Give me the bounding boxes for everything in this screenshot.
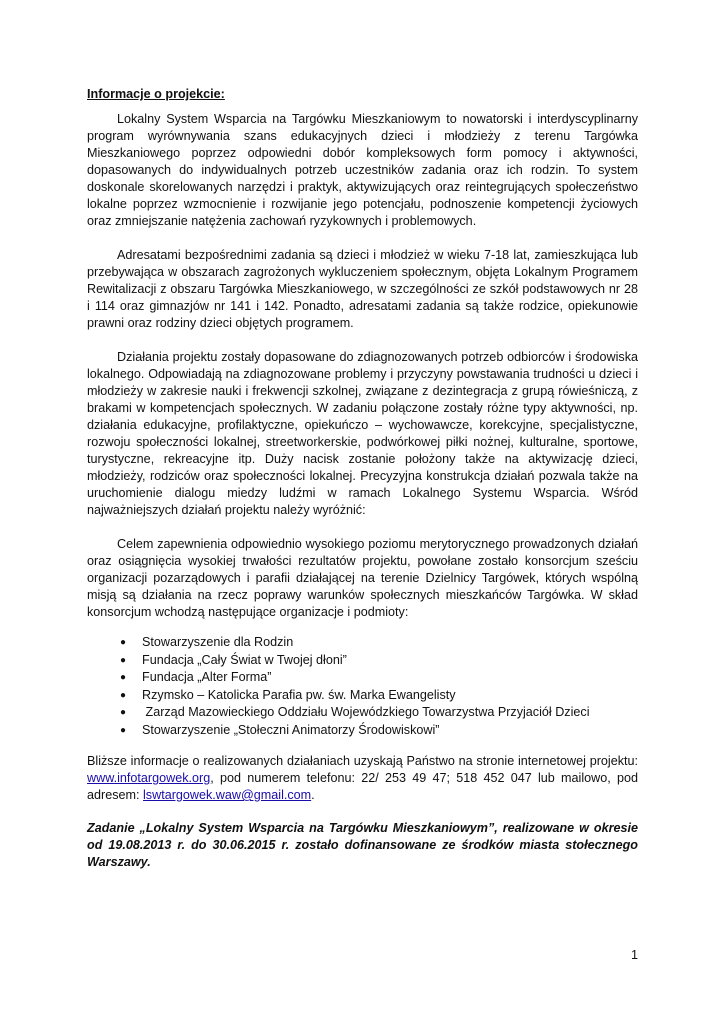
contact-text-after: . <box>311 788 315 802</box>
contact-text-middle: , pod numerem telefonu: 22/ 253 49 47; 518 452 047 lub mailowo, pod adresem: <box>87 771 638 802</box>
member-name: Stowarzyszenie „Stołeczni Animatorzy Środowiskowi” <box>142 722 440 737</box>
list-item <box>87 687 638 705</box>
member-name: Rzymsko – Katolicka Parafia pw. św. Marka Ewangelisty <box>142 687 456 702</box>
contact-text-before: Bliższe informacje o realizowanych działaniach uzyskają Państwo na stronie internetowej projektu: <box>87 754 638 768</box>
bullet-icon: ● <box>120 637 127 648</box>
email-link[interactable]: lswtargowek.waw@gmail.com <box>143 788 312 802</box>
page-number: 1 <box>631 948 639 962</box>
bullet-icon: ● <box>120 707 127 718</box>
member-name: Stowarzyszenie dla Rodzin <box>142 635 294 649</box>
list-item <box>87 634 638 652</box>
paragraph-consortium: Celem zapewnienia odpowiednio wysokiego poziomu merytorycznego prowadzonych działań oraz osiągnięcia wysokiej trwałości rezultatów projektu, powołane zostało konsorcjum sześciu organizacji pozarządowych i parafii działającej na terenie Dzielnicy Targówek, których wspólną misją są działania na rzecz poprawy warunków społecznych mieszkańców Targówka. W skład konsorcjum wchodzą następujące organizacje i podmioty: <box>87 537 638 619</box>
bullet-icon: ● <box>120 654 127 666</box>
list-item <box>87 669 638 687</box>
member-name: Zarząd Mazowieckiego Oddziału Wojewódzkiego Towarzystwa Przyjaciół Dzieci <box>142 705 590 719</box>
bullet-icon: ● <box>120 724 127 736</box>
document-body <box>87 86 638 884</box>
list-item <box>87 722 638 740</box>
paragraph-intro: Lokalny System Wsparcia na Targówku Mieszkaniowym to nowatorski i interdyscyplinarny program wyrównywania szans edukacyjnych dzieci i młodzieży z terenu Targówka Mieszkaniowego poprzez odpowiedni dobór kompleksowych form pomocy i aktywności, dopasowanych do indywidualnych potrzeb uczestników zadania oraz ich rodzin. To system doskonale skorelowanych narzędzi i praktyk, aktywizujących oraz reintegrujących społeczeństwo lokalne poprzez wzmocnienie i rozwijanie jego potencjału, podnoszenie kompetencji życiowych oraz zmniejszanie natężenia zachowań ryzykownych i problemowych. <box>87 112 638 228</box>
list-item <box>87 652 638 670</box>
paragraph-recipients: Adresatami bezpośrednimi zadania są dzieci i młodzież w wieku 7-18 lat, zamieszkująca lub przebywająca w obszarach zagrożonych wykluczeniem społecznym, objęta Lokalnym Programem Rewitalizacji z obszaru Targówka Mieszkaniowego, w szczególności ze szkół podstawowych nr 28 i 114 oraz gimnazjów nr 141 i 142. Ponadto, adresatami zadania są także rodzice, opiekunowie prawni oraz rodziny dzieci objętych programem. <box>87 248 638 330</box>
member-name: Fundacja „Alter Forma” <box>142 670 272 684</box>
member-name: Fundacja „Cały Świat w Twojej dłoni” <box>142 652 347 667</box>
funding-note: Zadanie „Lokalny System Wsparcia na Targówku Mieszkaniowym”, realizowane w okresie od 19.08.2013 r. do 30.06.2015 r. zostało dofinansowane ze środków miasta stołecznego Warszawy. <box>87 821 638 869</box>
contact-paragraph <box>87 753 638 804</box>
list-item <box>87 704 638 722</box>
section-heading: Informacje o projekcie: <box>87 87 225 101</box>
consortium-member-list <box>87 634 638 739</box>
website-link[interactable]: www.infotargowek.org <box>87 771 211 785</box>
paragraph-activities: Działania projektu zostały dopasowane do zdiagnozowanych potrzeb odbiorców i środowiska lokalnego. Odpowiadają na zdiagnozowane problemy i przyczyny powstawania trudności u dzieci i młodzieży w zakresie nauki i frekwencji szkolnej, związane z dezintegracja z grupą rówieśniczą, z brakami w kompetencjach społecznych. W zadaniu połączone zostały różne typy aktywności, np. działania edukacyjne, profilaktyczne, opiekuńczo – wychowawcze, korekcyjne, specjalistyczne, rozwoju społeczności lokalnej, streetworkerskie, podwórkowej piłki nożnej, kulturalne, sportowe, turystyczne, rekreacyjne itp. Duży nacisk zostanie położony także na aktywizację dzieci, młodzieży, rodziców oraz społeczności lokalnej. Precyzyjna konstrukcja działań pozwala także na uruchomienie dialogu miedzy ludźmi w ramach Lokalnego Systemu Wsparcia. Wśród najważniejszych działań projektu należy wyróżnić: <box>87 350 638 517</box>
bullet-icon: ● <box>120 672 127 683</box>
bullet-icon: ● <box>120 689 127 701</box>
